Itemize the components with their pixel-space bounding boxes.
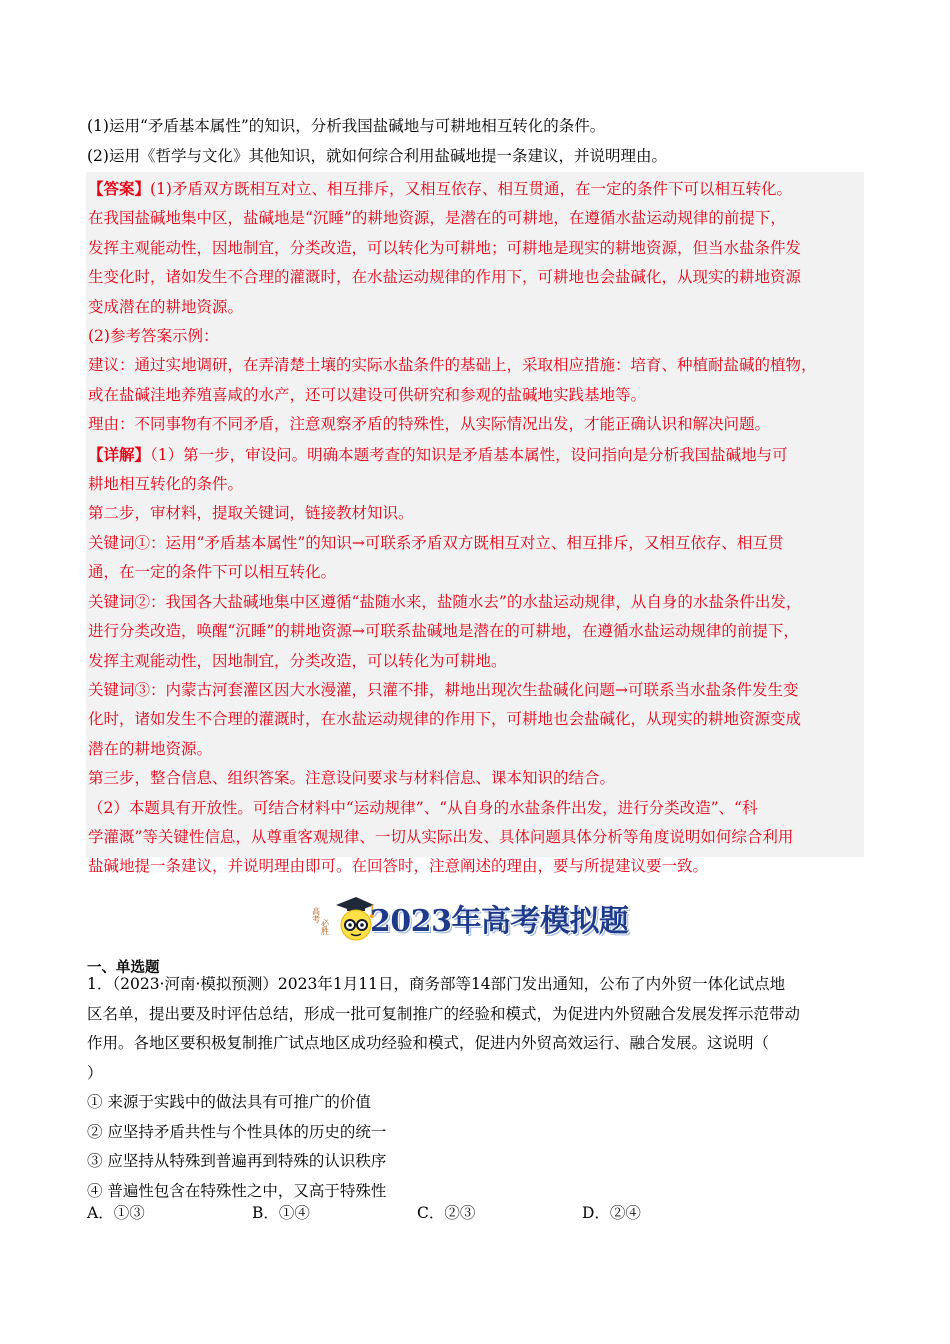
statement-item: ② 应坚持矛盾共性与个性具体的历史的统一 [87,1122,387,1141]
svg-text:必胜: 必胜 [320,919,330,935]
svg-text:高考: 高考 [311,907,321,923]
sub-question-2: (2)运用《哲学与文化》其他知识，就如何综合利用盐碱地提一条建议，并说明理由。 [87,147,667,165]
detail-line: 关键词②：我国各大盐碱地集中区遵循“盐随水来，盐随水去”的水盐运动规律，从自身的水盐条件出发， [88,592,802,611]
answer-line: (2)参考答案示例： [88,327,219,346]
answer-line: 建议：通过实地调研，在弄清楚土壤的实际水盐条件的基础上，采取相应措施：培育、种植耐盐碱的植物， [88,356,817,375]
option-a[interactable]: A．①③ [87,1204,145,1222]
stem-line: 作用。各地区要积极复制推广试点地区成功经验和模式，促进内外贸高效运行、融合发展。这说明（ [87,1034,770,1052]
detail-line: （2）本题具有开放性。可结合材料中“运动规律”、“从自身的水盐条件出发，进行分类改造”、“科 [88,798,758,817]
answer-line: 发挥主观能动性，因地制宜，分类改造，可以转化为可耕地；可耕地是现实的耕地资源，但当水盐条件发 [88,238,802,257]
section-banner [311,893,644,943]
answer-tag: 【答案】 [88,179,151,198]
detail-line: 第二步，审材料，提取关键词，链接教材知识。 [88,504,414,523]
detail-line: 关键词③：内蒙古河套灌区因大水漫灌，只灌不排，耕地出现次生盐碱化问题→可联系当水盐条件发生变 [88,680,799,699]
section-title: 一、单选题 [87,960,160,976]
answer-line: 【答案】(1)矛盾双方既相互对立、相互排斥，又相互依存、相互贯通，在一定的条件下可以相互转化。 [88,179,792,198]
answer-block [88,174,864,882]
question-stem [87,970,867,1206]
detail-line: 耕地相互转化的条件。 [88,475,244,494]
statement-item: ④ 普遍性包含在特殊性之中，又高于特殊性 [87,1181,387,1200]
detail-line: 学灌溉”等关键性信息，从尊重客观规律、一切从实际出发、具体问题具体分析等角度说明如何综合利用 [88,827,794,846]
detail-line: 发挥主观能动性，因地制宜，分类改造，可以转化为可耕地。 [88,651,507,670]
answer-line: 理由：不同事物有不同矛盾，注意观察矛盾的特殊性，从实际情况出发，才能正确认识和解决问题。 [88,415,771,434]
answer-line: 在我国盐碱地集中区，盐碱地是“沉睡”的耕地资源，是潜在的可耕地，在遵循水盐运动规律的前提下， [88,209,786,228]
stem-line: 1．（2023·河南·模拟预测）2023年1月11日，商务部等14部门发出通知，公布了内外贸一体化试点地 [87,975,786,993]
detail-line: 潜在的耕地资源。 [88,739,213,758]
detail-line: 进行分类改造，唤醒“沉睡”的耕地资源→可联系盐碱地是潜在的可耕地，在遵循水盐运动规律的前提下， [88,622,799,641]
answer-options [87,1198,867,1228]
answer-line: 生变化时，诸如发生不合理的灌溉时，在水盐运动规律的作用下，可耕地也会盐碱化，从现实的耕地资源 [88,268,802,287]
option-b[interactable]: B．①④ [252,1204,310,1222]
stem-line: ） [87,1063,103,1082]
detail-line: 【详解】（1）第一步，审设问。明确本题考查的知识是矛盾基本属性，设问指向是分析我国盐碱地与可 [88,444,788,464]
answer-line: 或在盐碱洼地养殖喜咸的水产，还可以建设可供研究和参观的盐碱地实践基地等。 [88,385,647,404]
answer-line: 变成潜在的耕地资源。 [88,297,244,316]
detail-line: 第三步，整合信息、组织答案。注意设问要求与材料信息、课本知识的结合。 [88,769,616,788]
banner-title: 2023年高考模拟题 [370,904,629,939]
option-d[interactable]: D．②④ [582,1204,641,1222]
graduate-mascot-icon [311,893,376,943]
statement-item: ③ 应坚持从特殊到普遍再到特殊的认识秩序 [87,1152,387,1170]
detail-line: 化时，诸如发生不合理的灌溉时，在水盐运动规律的作用下，可耕地也会盐碱化，从现实的耕地资源变成 [88,710,802,729]
option-c[interactable]: C．②③ [417,1204,476,1222]
detail-line: 盐碱地提一条建议，并说明理由即可。在回答时，注意阐述的理由，要与所提建议要一致。 [88,857,709,876]
sub-question-1: (1)运用“矛盾基本属性”的知识，分析我国盐碱地与可耕地相互转化的条件。 [87,117,606,135]
detail-line: 关键词①：运用“矛盾基本属性”的知识→可联系矛盾双方既相互对立、相互排斥，又相互依存、相互贯 [88,533,784,552]
detail-tag: 【详解】 [88,444,151,464]
stem-line: 区名单，提出要及时评估总结，形成一批可复制推广的经验和模式，为促进内外贸融合发展发挥示范带动 [87,1004,801,1023]
statement-item: ① 来源于实践中的做法具有可推广的价值 [87,1093,371,1111]
detail-line: 通，在一定的条件下可以相互转化。 [88,563,337,582]
